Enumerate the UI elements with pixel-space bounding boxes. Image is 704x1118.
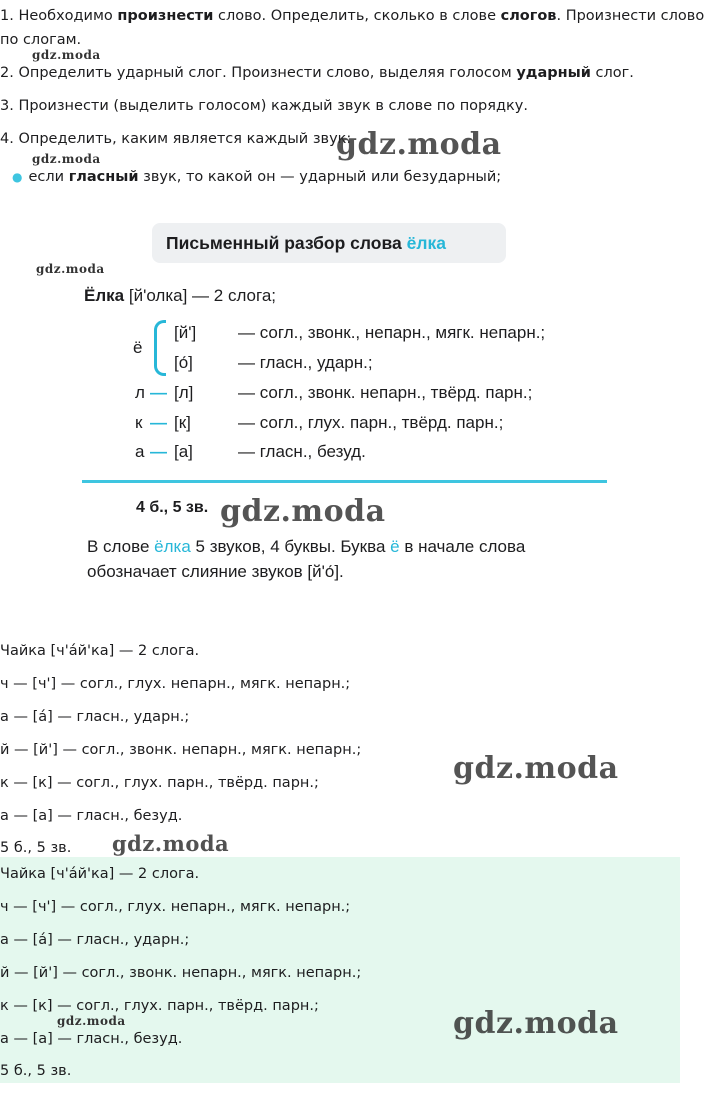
sound-l-desc: — согл., звонк. непарн., твёрд. парн.; [238, 383, 533, 402]
letter-k: к [135, 413, 143, 432]
watermark: gdz.moda [32, 48, 101, 62]
letter-a: а [135, 442, 145, 461]
dash: — [150, 442, 167, 461]
step-3: 3. Произнести (выделить голосом) каждый звук в слове по порядку. [0, 98, 528, 114]
sound-a: [а] [174, 442, 193, 461]
step-4: 4. Определить, каким является каждый звук: [0, 131, 352, 147]
sound-o: [о́] [174, 353, 193, 372]
answer-line: Чайка [ч'а́й'ка] — 2 слога. [0, 866, 200, 882]
answer-line: а — [а́] — гласн., ударн.; [0, 932, 190, 948]
answer-line: Чайка [ч'а́й'ка] — 2 слога. [0, 643, 200, 659]
sound-a-desc: — гласн., безуд. [238, 442, 366, 461]
answer-line: а — [а] — гласн., безуд. [0, 808, 183, 824]
bullet-item: ● если гласный звук, то какой он — ударный или безударный; [12, 169, 502, 185]
watermark: gdz.moda [32, 152, 101, 166]
answer-line: а — [а́] — гласн., ударн.; [0, 709, 190, 725]
step-1-cont: по слогам. [0, 32, 82, 48]
dash: — [150, 383, 167, 402]
letters-sounds-count: 4 б., 5 зв. [136, 499, 209, 516]
sound-j: [й'] [174, 323, 197, 342]
sound-l: [л] [174, 383, 194, 402]
sound-j-desc: — согл., звонк., непарн., мягк. непарн.; [238, 323, 546, 342]
sound-o-desc: — гласн., ударн.; [238, 353, 373, 372]
answer-line: ч — [ч'] — согл., глух. непарн., мягк. непарн.; [0, 676, 351, 692]
brace-icon [154, 320, 166, 376]
answer-line: й — [й'] — согл., звонк. непарн., мягк. непарн.; [0, 742, 362, 758]
sound-k: [к] [174, 413, 191, 432]
step-2: 2. Определить ударный слог. Произнести слово, выделяя голосом ударный слог. [0, 65, 634, 81]
sound-k-desc: — согл., глух. парн., твёрд. парн.; [238, 413, 504, 432]
watermark: gdz.moda [112, 831, 230, 856]
watermark: gdz.moda [453, 1006, 619, 1041]
answer-line: а — [а] — гласн., безуд. [0, 1031, 183, 1047]
step-1: 1. Необходимо произнести слово. Определить, сколько в слове слогов. Произнести слово [0, 8, 704, 24]
answer-line: к — [к] — согл., глух. парн., твёрд. парн.; [0, 998, 319, 1014]
word-header: Ёлка [й'олка] — 2 слога; [84, 286, 277, 305]
watermark: gdz.moda [220, 494, 386, 529]
letter-l: л [135, 383, 145, 402]
panel-title: Письменный разбор слова ёлка [166, 233, 446, 253]
dash: — [150, 413, 167, 432]
watermark: gdz.moda [336, 127, 502, 162]
answer-line: й — [й'] — согл., звонк. непарн., мягк. непарн.; [0, 965, 362, 981]
letter-yo: ё [133, 338, 143, 357]
watermark: gdz.moda [57, 1014, 126, 1028]
summary-line-1: В слове ёлка 5 звуков, 4 буквы. Буква ё в начале слова [87, 537, 526, 556]
summary-line-2: обозначает слияние звуков [й'о́]. [87, 562, 344, 581]
cropped-text-fragment [60, 191, 620, 197]
answer-line: 5 б., 5 зв. [0, 840, 72, 856]
answer-line: к — [к] — согл., глух. парн., твёрд. парн.; [0, 775, 319, 791]
bullet-dot-icon: ● [12, 170, 23, 184]
watermark: gdz.moda [36, 262, 105, 276]
watermark: gdz.moda [453, 751, 619, 786]
divider [82, 480, 607, 483]
answer-line: ч — [ч'] — согл., глух. непарн., мягк. непарн.; [0, 899, 351, 915]
answer-line: 5 б., 5 зв. [0, 1063, 72, 1079]
